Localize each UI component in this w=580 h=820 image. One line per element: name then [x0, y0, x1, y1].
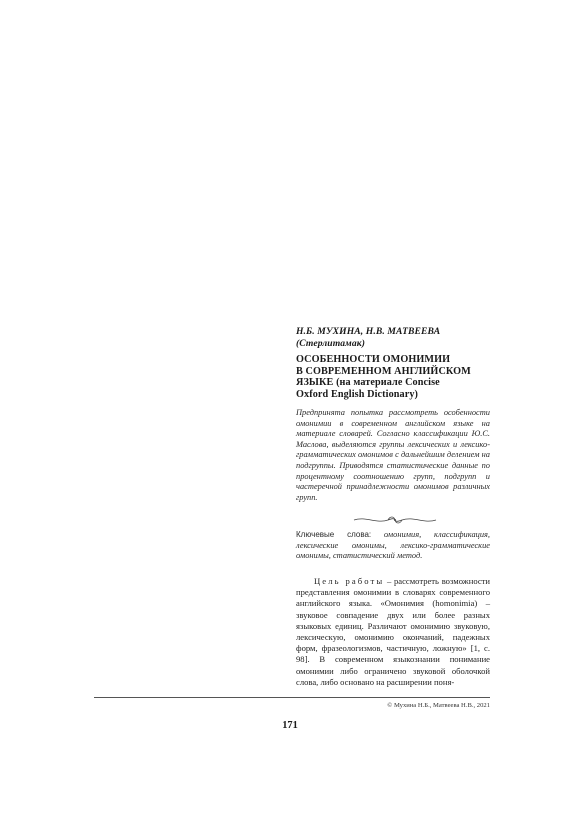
authors-names: Н.Б. МУХИНА, Н.В. МАТВЕЕВА — [296, 326, 441, 337]
title-line: ОСОБЕННОСТИ ОМОНИМИИ — [296, 354, 451, 365]
keywords-list: омонимия, классификация, лексические омонимы, лексико-грамматические омонимы, статистический метод. — [296, 530, 490, 561]
title-line: В СОВРЕМЕННОМ АНГЛИЙСКОМ — [296, 365, 471, 377]
ornament-divider-icon — [352, 514, 438, 526]
body-lead: Цель работы — [314, 576, 385, 586]
body-text: – рассмотреть возможности представления омонимии в словарях современного английского языка. «Омонимия (homonimia) – звуковое совпадение двух или более разных языковых единиц. Различают омонимию звуковую, лексическую, омонимию окончаний, падежных форм, фразеологизмов, частичную, ложную» [1, с. 98]. В современном языкознании понимание омонимии либо ограничено звуковой оболочкой слова, либо основано на расширении поня- — [296, 576, 490, 687]
authors-city: (Стерлитамак) — [296, 337, 365, 349]
author-block — [296, 326, 490, 349]
keywords-block — [296, 530, 490, 562]
body-paragraph — [296, 576, 490, 688]
article-title — [296, 354, 490, 400]
title-line: Oxford English Dictionary) — [296, 388, 419, 400]
footer-rule — [94, 697, 490, 698]
copyright: © Мухина Н.Б., Матвеева Н.В., 2021 — [387, 702, 490, 709]
keywords-label: Ключевые слова: — [296, 530, 372, 539]
abstract: Предпринята попытка рассмотреть особенности омонимии в современном английском языке на материале словарей. Согласно классификации Ю.С. Маслова, выделяются группы лексических и лексико-грамматических омонимов с дальнейшим делением на подгруппы. Приводятся статистические данные по процентному соотношению групп, подгрупп и частеречной принадлежности омонимов различных групп. — [296, 408, 490, 502]
page-number: 171 — [282, 720, 298, 731]
title-line: ЯЗЫКЕ (на материале Concise — [296, 377, 440, 389]
